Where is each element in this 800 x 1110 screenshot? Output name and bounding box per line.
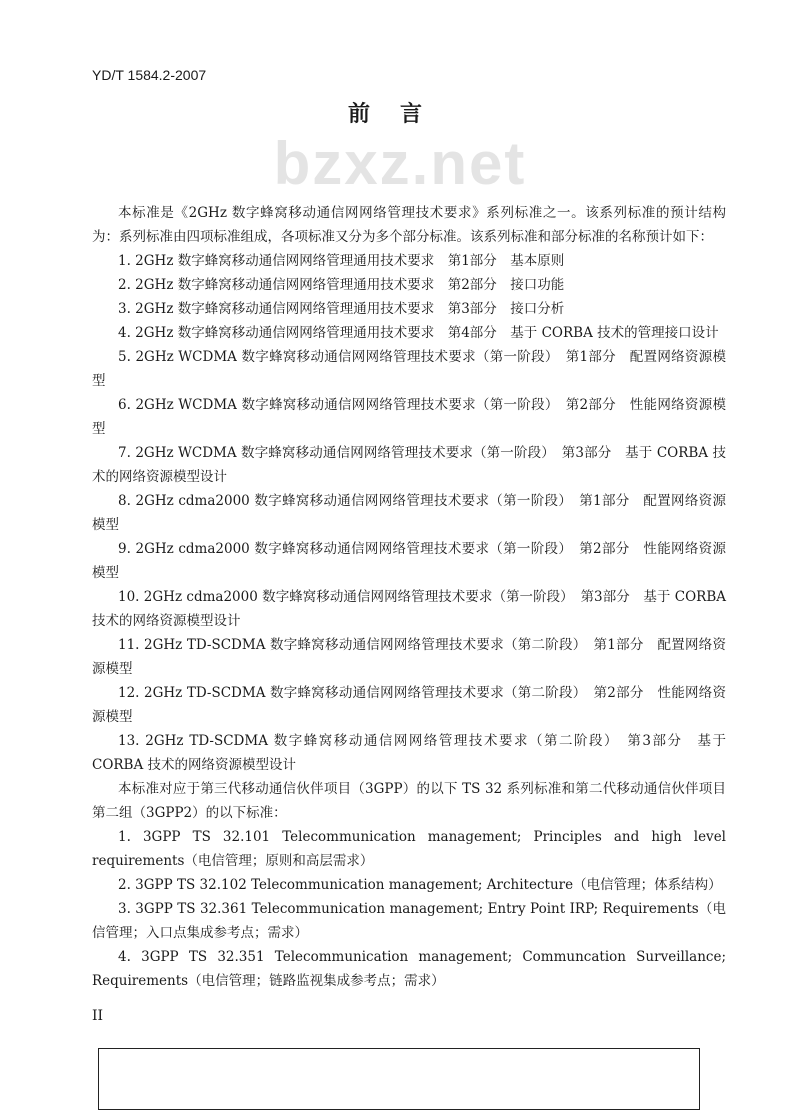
reference-item: 3. 3GPP TS 32.361 Telecommunication management; Entry Point IRP; Requirements（电信管理；入口点集成参考点；需求） — [92, 901, 726, 941]
watermark: bzxz.net — [273, 130, 527, 197]
series-item: 12. 2GHz TD-SCDMA 数字蜂窝移动通信网网络管理技术要求（第二阶段） 第2部分 性能网络资源模型 — [92, 685, 726, 725]
series-item: 3. 2GHz 数字蜂窝移动通信网网络管理通用技术要求 第3部分 接口分析 — [118, 301, 565, 317]
series-item: 9. 2GHz cdma2000 数字蜂窝移动通信网网络管理技术要求（第一阶段） 第2部分 性能网络资源模型 — [92, 541, 726, 581]
page-title: 前言 — [347, 101, 452, 127]
footer-frame — [98, 1048, 700, 1110]
reference-item: 4. 3GPP TS 32.351 Telecommunication management; Communcation Surveillance; Requirements（电信管理；链路监视集成参考点；需求） — [92, 949, 726, 989]
series-item: 7. 2GHz WCDMA 数字蜂窝移动通信网网络管理技术要求（第一阶段） 第3部分 基于 CORBA 技术的网络资源模型设计 — [92, 445, 726, 485]
document-body — [92, 201, 726, 1025]
series-item: 10. 2GHz cdma2000 数字蜂窝移动通信网网络管理技术要求（第一阶段） 第3部分 基于 CORBA 技术的网络资源模型设计 — [92, 589, 726, 629]
standard-number-header: YD/T 1584.2-2007 — [92, 67, 207, 83]
intro-paragraph: 本标准是《2GHz 数字蜂窝移动通信网网络管理技术要求》系列标准之一。该系列标准的预计结构为：系列标准由四项标准组成，各项标准又分为多个部分标准。该系列标准和部分标准的名称预计如下： — [92, 205, 726, 245]
series-item: 1. 2GHz 数字蜂窝移动通信网网络管理通用技术要求 第1部分 基本原则 — [118, 253, 565, 269]
series-item: 6. 2GHz WCDMA 数字蜂窝移动通信网网络管理技术要求（第一阶段） 第2部分 性能网络资源模型 — [92, 397, 726, 437]
series-item: 11. 2GHz TD-SCDMA 数字蜂窝移动通信网网络管理技术要求（第二阶段） 第1部分 配置网络资源模型 — [92, 637, 726, 677]
series-item: 8. 2GHz cdma2000 数字蜂窝移动通信网网络管理技术要求（第一阶段） 第1部分 配置网络资源模型 — [92, 493, 726, 533]
page-number: II — [92, 1008, 104, 1024]
series-item: 4. 2GHz 数字蜂窝移动通信网网络管理通用技术要求 第4部分 基于 CORBA 技术的管理接口设计 — [118, 325, 719, 341]
series-item: 5. 2GHz WCDMA 数字蜂窝移动通信网网络管理技术要求（第一阶段） 第1部分 配置网络资源模型 — [92, 349, 726, 389]
reference-item: 2. 3GPP TS 32.102 Telecommunication management; Architecture（电信管理；体系结构） — [118, 877, 722, 893]
series-item: 13. 2GHz TD-SCDMA 数字蜂窝移动通信网网络管理技术要求（第二阶段） 第3部分 基于 CORBA 技术的网络资源模型设计 — [92, 733, 726, 773]
reference-item: 1. 3GPP TS 32.101 Telecommunication management; Principles and high level requirements（电信管理；原则和高层需求） — [92, 829, 726, 869]
series-item: 2. 2GHz 数字蜂窝移动通信网网络管理通用技术要求 第2部分 接口功能 — [118, 277, 565, 293]
correspondence-paragraph: 本标准对应于第三代移动通信伙伴项目（3GPP）的以下 TS 32 系列标准和第二代移动通信伙伴项目第二组（3GPP2）的以下标准： — [92, 781, 726, 821]
